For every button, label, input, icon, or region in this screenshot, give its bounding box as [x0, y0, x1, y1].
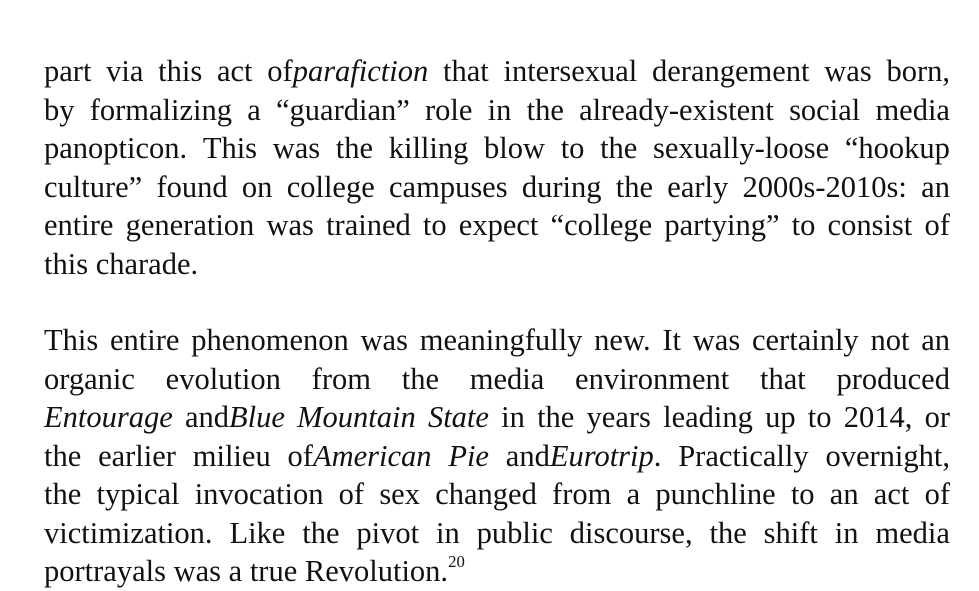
- italic-text: American: [312, 438, 432, 473]
- text-run: consist: [827, 208, 913, 242]
- word: [389, 129, 469, 168]
- text-run: entire: [110, 323, 180, 357]
- word: [459, 206, 539, 245]
- word: [420, 321, 583, 360]
- text-line: [44, 398, 950, 437]
- footnote-marker: 20: [448, 552, 465, 572]
- text-run: years: [586, 400, 651, 434]
- text-run: role: [425, 92, 473, 127]
- word: [266, 206, 313, 245]
- word: [627, 475, 641, 514]
- word: [44, 91, 75, 130]
- text-run: Like: [229, 515, 286, 550]
- italic-text: Eurotrip: [549, 438, 654, 473]
- text-run: media: [875, 515, 950, 550]
- word: [44, 398, 173, 437]
- text-run: of: [287, 438, 313, 473]
- text-run: typical: [96, 477, 180, 511]
- text-run: media: [469, 361, 545, 396]
- text-line: [44, 475, 950, 514]
- word: [44, 437, 81, 476]
- word: [824, 52, 871, 91]
- word: [664, 206, 779, 245]
- word: [587, 398, 651, 437]
- text-run: This: [44, 323, 99, 357]
- text-run: this: [158, 54, 203, 88]
- text-run: victimization.: [44, 515, 213, 550]
- text-run: an: [829, 477, 859, 511]
- text-run: in: [487, 92, 512, 127]
- text-line: [44, 52, 950, 91]
- word: [297, 398, 416, 437]
- text-run: that: [442, 54, 489, 88]
- paragraph-2: [44, 321, 950, 591]
- italic-text: Mountain: [297, 400, 416, 434]
- word: [921, 168, 950, 207]
- word: [477, 514, 553, 553]
- text-line: [44, 552, 950, 591]
- text-run: phenomenon: [191, 323, 349, 357]
- italic-text: Entourage: [44, 400, 173, 434]
- word: [875, 91, 950, 130]
- word: [287, 168, 375, 207]
- word: [760, 360, 806, 399]
- word: [436, 514, 460, 553]
- word: [693, 321, 740, 360]
- word: [276, 91, 410, 130]
- text-run: in: [834, 515, 859, 550]
- text-line: [44, 129, 950, 168]
- word: [488, 91, 512, 130]
- word: [44, 321, 98, 360]
- word: [924, 206, 949, 245]
- word: [402, 360, 439, 399]
- word: [870, 321, 909, 360]
- text-run: was: [266, 208, 314, 242]
- text-run: charade.: [95, 246, 199, 281]
- word: [326, 206, 411, 245]
- text-run: to: [560, 131, 585, 165]
- text-run: derangement: [652, 54, 810, 88]
- text-run: culture”: [44, 169, 143, 204]
- word: [106, 52, 143, 91]
- word: [575, 360, 729, 399]
- text-run: an: [921, 323, 950, 357]
- word: [267, 52, 428, 91]
- word: [667, 168, 728, 207]
- word: [250, 552, 297, 591]
- text-run: to: [791, 208, 816, 242]
- text-run: was: [272, 131, 321, 165]
- word: [379, 475, 420, 514]
- text-run: or: [924, 400, 950, 434]
- word: [765, 398, 796, 437]
- text-run: the: [537, 400, 575, 434]
- word: [470, 360, 545, 399]
- word: [90, 91, 232, 130]
- word: [96, 475, 179, 514]
- text-line: [44, 91, 950, 130]
- word: [874, 475, 910, 514]
- text-run: trained: [326, 208, 411, 242]
- word: [110, 321, 179, 360]
- word: [185, 398, 285, 437]
- word: [44, 52, 91, 91]
- text-run: was: [173, 554, 222, 588]
- text-run: not: [870, 323, 910, 357]
- text-run: panopticon.: [44, 131, 188, 165]
- text-run: was: [360, 323, 408, 357]
- word: [616, 168, 653, 207]
- word: [925, 475, 950, 514]
- text-run: the: [401, 361, 439, 396]
- word: [435, 475, 537, 514]
- italic-text: parafiction: [292, 54, 429, 88]
- word: [808, 398, 832, 437]
- word: [752, 321, 859, 360]
- text-run: invocation: [194, 477, 324, 511]
- word: [425, 91, 472, 130]
- word: [339, 475, 364, 514]
- text-run: act: [873, 477, 910, 511]
- text-run: Practically: [678, 438, 809, 473]
- text-run: via: [106, 54, 144, 88]
- text-run: sexually-loose: [653, 131, 830, 165]
- word: [126, 206, 255, 245]
- text-run: of: [924, 477, 950, 511]
- text-run: college: [286, 169, 375, 204]
- word: [825, 437, 950, 476]
- word: [336, 129, 373, 168]
- word: [448, 437, 489, 476]
- text-run: public: [476, 515, 553, 550]
- word: [551, 206, 653, 245]
- word: [600, 129, 637, 168]
- text-run: up: [765, 400, 796, 434]
- word: [195, 475, 324, 514]
- text-run: Revolution.: [304, 554, 449, 588]
- word: [423, 206, 447, 245]
- word: [662, 321, 681, 360]
- word: [789, 91, 860, 130]
- text-run: blow: [484, 131, 546, 165]
- text-run: of: [924, 208, 950, 242]
- word: [921, 321, 950, 360]
- text-run: 2000s-2010s:: [742, 169, 907, 204]
- word: [522, 168, 602, 207]
- text-run: from: [311, 361, 371, 396]
- text-run: the: [526, 92, 564, 127]
- text-run: organic: [44, 361, 135, 396]
- text-run: meaningfully: [419, 323, 583, 357]
- text-run: milieu: [192, 438, 271, 473]
- word: [193, 437, 271, 476]
- text-run: 2014,: [843, 400, 913, 434]
- word: [356, 514, 419, 553]
- text-run: partying”: [664, 208, 780, 242]
- text-run: killing: [388, 131, 469, 165]
- text-run: was: [692, 323, 741, 357]
- text-run: This: [202, 131, 258, 165]
- word: [828, 206, 913, 245]
- word: [663, 398, 753, 437]
- text-run: It: [662, 323, 682, 357]
- text-run: intersexual: [503, 54, 638, 88]
- text-run: to: [790, 477, 815, 511]
- text-run: changed: [435, 477, 537, 511]
- word: [845, 129, 950, 168]
- text-run: a: [626, 477, 641, 511]
- text-run: and: [184, 400, 230, 434]
- word: [484, 129, 545, 168]
- word: [552, 475, 611, 514]
- text-run: environment: [575, 361, 730, 396]
- word: [561, 129, 585, 168]
- word: [44, 552, 166, 591]
- word: [361, 321, 408, 360]
- word: [229, 552, 243, 591]
- italic-text: Pie: [448, 438, 489, 473]
- text-run: produced: [836, 361, 950, 396]
- document-page: [44, 52, 950, 591]
- word: [501, 398, 525, 437]
- text-run: in: [436, 515, 460, 550]
- word: [44, 475, 81, 514]
- word: [579, 91, 774, 130]
- word: [652, 52, 810, 91]
- word: [678, 437, 808, 476]
- word: [844, 398, 913, 437]
- word: [302, 514, 339, 553]
- text-run: to: [807, 400, 832, 434]
- word: [443, 52, 489, 91]
- word: [886, 52, 950, 91]
- text-run: of: [267, 54, 293, 88]
- text-run: the: [302, 515, 340, 550]
- text-run: act: [216, 54, 253, 88]
- text-run: discourse,: [569, 515, 693, 550]
- text-run: that: [759, 361, 806, 396]
- text-run: of: [338, 477, 365, 511]
- text-run: already-existent: [579, 92, 774, 127]
- text-run: campuses: [389, 169, 508, 204]
- text-run: pivot: [356, 515, 420, 550]
- word: [925, 398, 950, 437]
- word: [156, 168, 227, 207]
- word: [98, 437, 176, 476]
- word: [96, 245, 198, 284]
- text-line: [44, 245, 950, 284]
- text-run: “guardian”: [276, 92, 410, 127]
- text-run: evolution: [165, 361, 281, 396]
- text-line: [44, 321, 950, 360]
- word: [203, 129, 257, 168]
- word: [305, 552, 465, 591]
- word: [428, 398, 489, 437]
- text-run: found: [156, 169, 228, 204]
- word: [791, 475, 815, 514]
- word: [830, 475, 859, 514]
- word: [44, 206, 113, 245]
- word: [217, 52, 253, 91]
- word: [537, 398, 574, 437]
- word: [527, 91, 564, 130]
- word: [764, 514, 818, 553]
- text-run: an: [921, 169, 950, 204]
- word: [836, 360, 949, 399]
- text-run: the: [615, 169, 654, 204]
- word: [570, 514, 693, 553]
- text-run: new.: [594, 323, 651, 357]
- text-run: media: [875, 92, 950, 127]
- word: [594, 321, 650, 360]
- text-run: was: [824, 54, 872, 88]
- word: [835, 514, 859, 553]
- word: [709, 514, 746, 553]
- word: [389, 168, 508, 207]
- text-run: social: [789, 92, 861, 127]
- text-run: shift: [763, 515, 818, 550]
- text-run: on: [241, 169, 273, 204]
- text-run: and: [505, 438, 550, 473]
- text-line: [44, 360, 950, 399]
- word: [242, 168, 273, 207]
- text-run: born,: [886, 54, 950, 88]
- text-run: earlier: [98, 438, 176, 473]
- text-run: this: [44, 246, 89, 281]
- text-run: certainly: [751, 323, 859, 357]
- text-run: the: [709, 515, 747, 550]
- word: [166, 360, 281, 399]
- word: [44, 245, 88, 284]
- text-run: “college: [550, 208, 653, 242]
- text-run: entire: [44, 208, 114, 242]
- text-line: [44, 168, 950, 207]
- word: [44, 514, 213, 553]
- word: [44, 129, 187, 168]
- text-run: “hookup: [844, 131, 950, 165]
- text-run: the: [44, 438, 82, 473]
- text-run: a: [247, 92, 261, 127]
- paragraph-1: [44, 52, 950, 283]
- text-run: part: [44, 54, 92, 88]
- text-line: [44, 206, 950, 245]
- text-run: by: [44, 92, 75, 127]
- italic-text: State: [427, 400, 489, 434]
- text-run: punchline: [655, 477, 776, 511]
- text-run: to: [422, 208, 447, 242]
- word: [191, 321, 349, 360]
- text-run: from: [552, 477, 612, 511]
- word: [653, 129, 829, 168]
- text-run: a: [228, 554, 243, 588]
- text-run: the: [44, 477, 82, 511]
- text-run: the: [600, 131, 638, 165]
- text-run: portrayals: [44, 554, 166, 588]
- text-run: true: [249, 554, 298, 588]
- word: [792, 206, 816, 245]
- word: [875, 514, 950, 553]
- text-run: .: [653, 438, 662, 473]
- word: [174, 552, 221, 591]
- text-line: [44, 437, 950, 476]
- text-run: overnight,: [825, 438, 950, 473]
- word: [229, 514, 285, 553]
- word: [44, 360, 135, 399]
- word: [503, 52, 637, 91]
- text-run: generation: [125, 208, 255, 242]
- word: [743, 168, 907, 207]
- text-run: the: [335, 131, 374, 165]
- text-line: [44, 514, 950, 553]
- text-run: sex: [379, 477, 420, 511]
- word: [247, 91, 261, 130]
- text-run: during: [521, 169, 602, 204]
- text-run: early: [667, 169, 729, 204]
- word: [44, 168, 142, 207]
- word: [506, 437, 662, 476]
- word: [273, 129, 320, 168]
- text-run: formalizing: [89, 92, 233, 127]
- word: [655, 475, 775, 514]
- text-run: in: [501, 400, 525, 434]
- text-run: expect: [458, 208, 539, 242]
- italic-text: Blue: [229, 400, 285, 434]
- word: [158, 52, 202, 91]
- word: [288, 437, 432, 476]
- text-run: leading: [663, 400, 753, 434]
- word: [312, 360, 371, 399]
